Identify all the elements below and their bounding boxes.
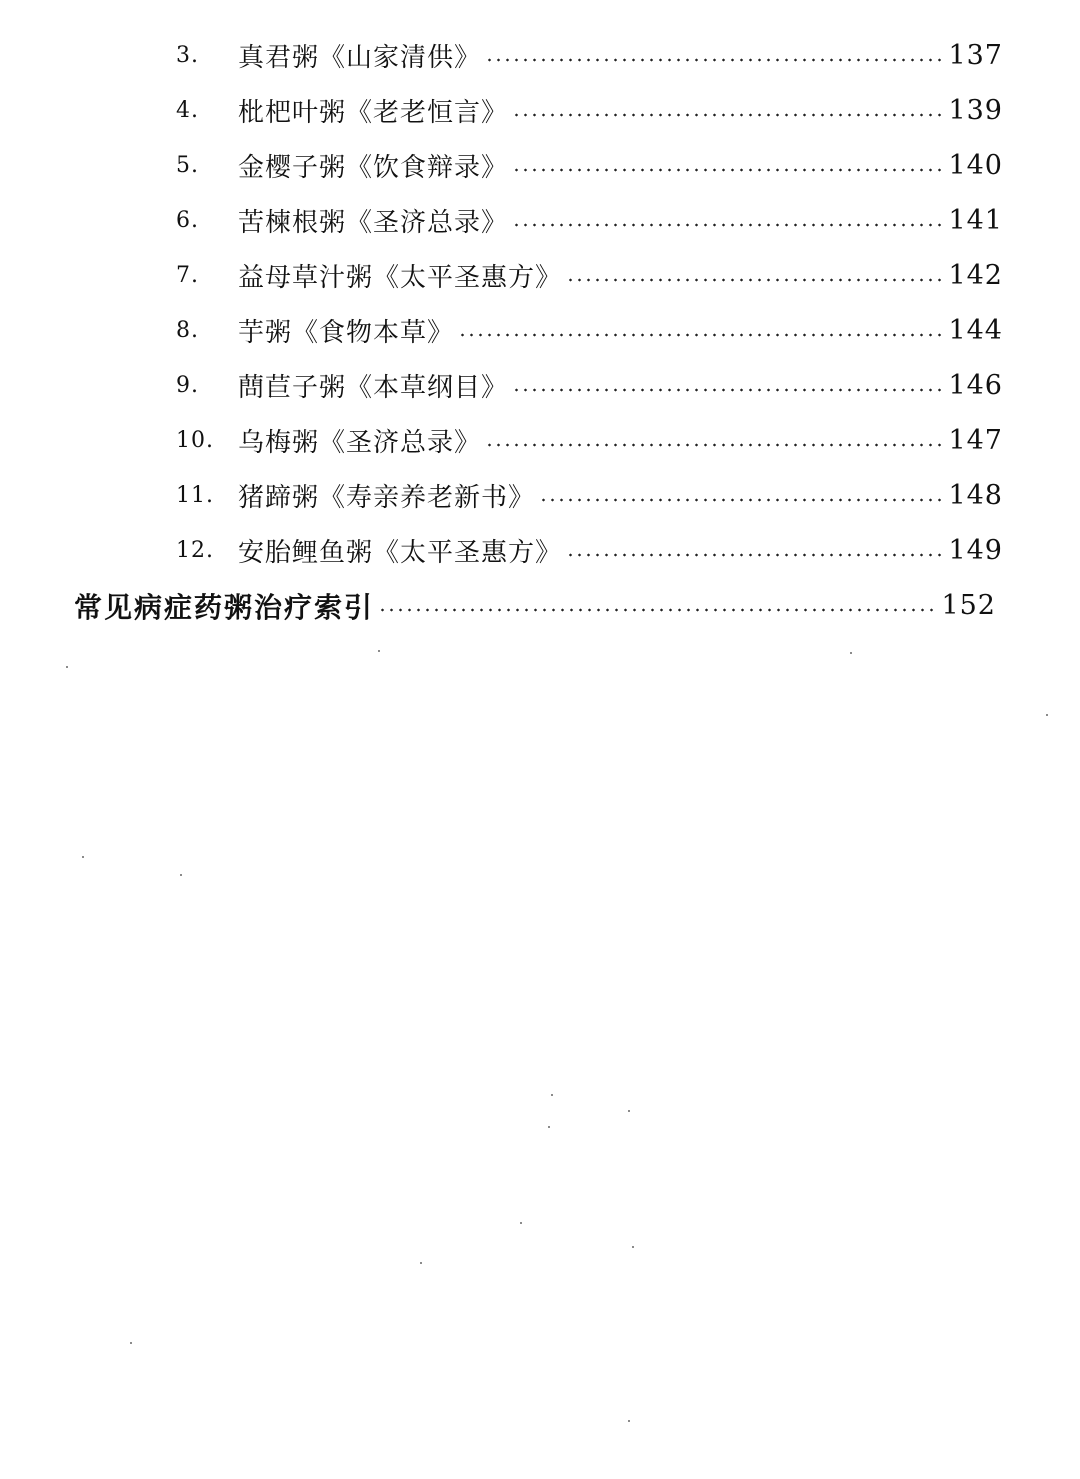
dot-leader	[485, 443, 944, 447]
entry-number: 11.	[176, 483, 214, 508]
table-of-contents	[0, 28, 1080, 633]
scan-speck	[628, 1110, 630, 1112]
toc-entry-5[interactable]	[0, 138, 1003, 193]
toc-entry-9[interactable]	[0, 358, 1003, 413]
scan-speck	[180, 874, 182, 876]
scan-speck	[548, 1126, 550, 1128]
entry-number: 7.	[176, 263, 199, 288]
scan-speck	[420, 1262, 422, 1264]
entry-title: 芋粥《食物本草》	[238, 318, 455, 348]
entry-title: 乌梅粥《圣济总录》	[238, 428, 482, 458]
toc-entry-7[interactable]	[0, 248, 1003, 303]
toc-entry-10[interactable]	[0, 413, 1003, 468]
entry-page-number: 140	[948, 150, 1003, 181]
entry-page-number: 141	[948, 205, 1003, 236]
scan-speck	[378, 650, 380, 652]
entry-number: 9.	[176, 373, 199, 398]
toc-entry-12[interactable]	[0, 523, 1003, 578]
dot-leader	[458, 333, 944, 337]
entry-number: 8.	[176, 318, 199, 343]
entry-title: 金樱子粥《饮食辩录》	[238, 153, 509, 183]
entry-page-number: 146	[948, 370, 1003, 401]
toc-entry-6[interactable]	[0, 193, 1003, 248]
entry-number: 3.	[176, 43, 199, 68]
entry-page-number: 142	[948, 260, 1003, 291]
scan-speck	[66, 666, 68, 668]
scan-speck	[520, 1222, 522, 1224]
entry-title: 猪蹄粥《寿亲养老新书》	[238, 483, 536, 513]
scan-speck	[82, 856, 84, 858]
toc-section-index[interactable]	[0, 578, 996, 633]
dot-leader	[512, 168, 944, 172]
dot-leader	[512, 388, 944, 392]
section-title: 常见病症药粥治疗索引	[74, 590, 375, 624]
dot-leader	[378, 608, 937, 612]
entry-number: 10.	[176, 428, 214, 453]
entry-number: 5.	[176, 153, 199, 178]
scan-speck	[551, 1094, 553, 1096]
scan-speck	[632, 1246, 634, 1248]
scan-speck	[130, 1342, 132, 1344]
toc-entry-11[interactable]	[0, 468, 1003, 523]
dot-leader	[512, 223, 944, 227]
entry-title: 安胎鲤鱼粥《太平圣惠方》	[238, 538, 563, 568]
scan-speck	[1046, 714, 1048, 716]
dot-leader	[566, 278, 944, 282]
entry-page-number: 149	[948, 535, 1003, 566]
toc-entry-3[interactable]	[0, 28, 1003, 83]
toc-entry-8[interactable]	[0, 303, 1003, 358]
entry-title: 蔄苣子粥《本草纲目》	[238, 373, 509, 403]
scan-speck	[628, 1420, 630, 1422]
entry-title: 苦楝根粥《圣济总录》	[238, 208, 509, 238]
dot-leader	[512, 113, 944, 117]
entry-page-number: 139	[948, 95, 1003, 126]
entry-page-number: 147	[948, 425, 1003, 456]
section-page-number: 152	[941, 590, 996, 621]
dot-leader	[539, 498, 944, 502]
entry-number: 12.	[176, 538, 214, 563]
entry-page-number: 137	[948, 40, 1003, 71]
entry-title: 枇杷叶粥《老老恒言》	[238, 98, 509, 128]
entry-title: 益母草汁粥《太平圣惠方》	[238, 263, 563, 293]
entry-title: 真君粥《山家清供》	[238, 43, 482, 73]
scan-speck	[850, 652, 852, 654]
entry-page-number: 144	[948, 315, 1003, 346]
dot-leader	[566, 553, 944, 557]
entry-number: 4.	[176, 98, 199, 123]
dot-leader	[485, 58, 944, 62]
toc-entry-4[interactable]	[0, 83, 1003, 138]
entry-number: 6.	[176, 208, 199, 233]
entry-page-number: 148	[948, 480, 1003, 511]
